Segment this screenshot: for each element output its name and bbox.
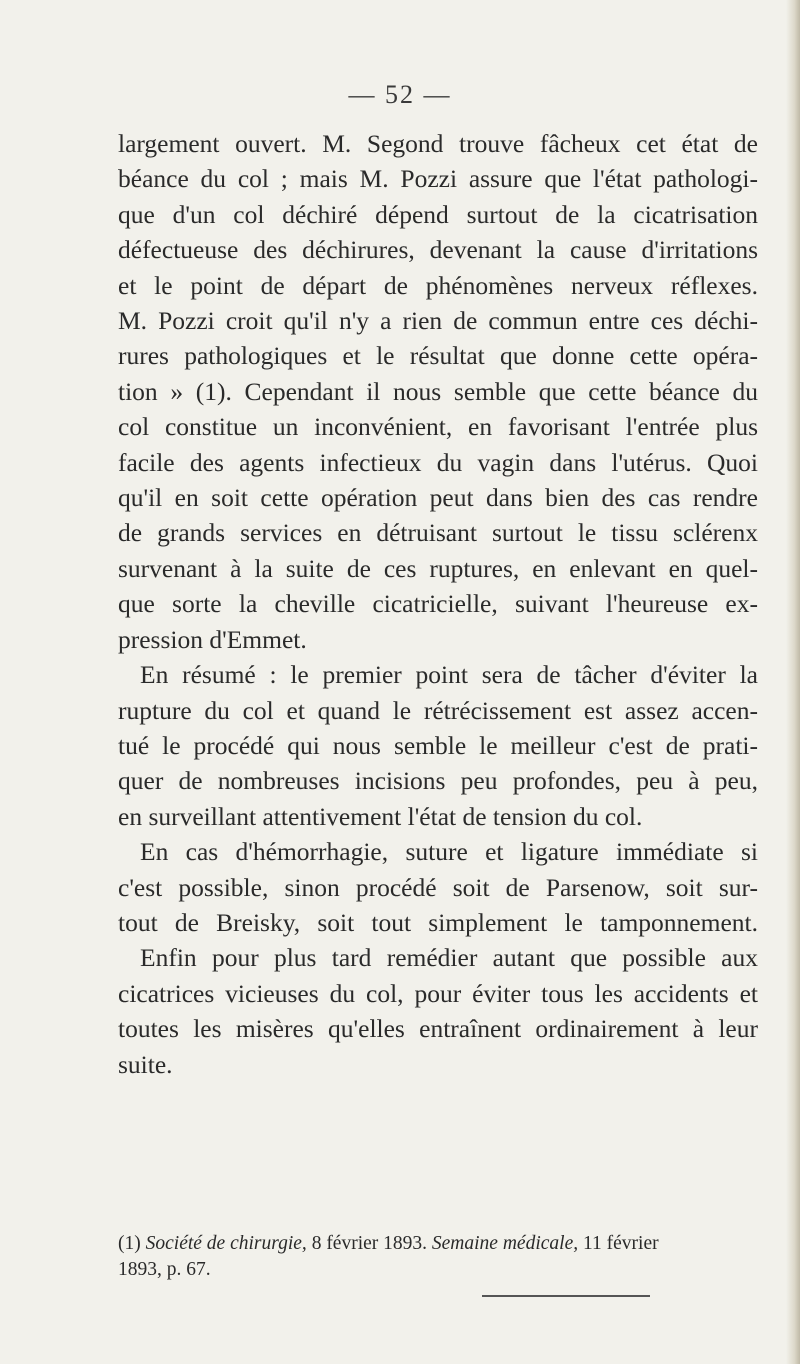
text-line: En résumé : le premier point sera de tâcher d'éviter la — [140, 660, 758, 690]
text-line: tué le procédé qui nous semble le meilleur c'est de prati- — [118, 730, 758, 760]
page-number: — 52 — — [348, 80, 452, 109]
text-line: Enfin pour plus tard remédier autant que possible aux — [140, 943, 758, 973]
text-line: que d'un col déchiré dépend surtout de la cicatrisation — [118, 199, 758, 229]
text-line: survenant à la suite de ces ruptures, en enlevant en quel- — [118, 553, 758, 583]
footnote-source: Société de chirurgie, — [145, 1233, 307, 1254]
text-line: de grands services en détruisant surtout le tissu sclérenx — [118, 518, 758, 548]
main-text — [118, 126, 758, 1082]
text-line: toutes les misères qu'elles entraînent ordinairement à leur — [118, 1014, 758, 1044]
page-edge-shadow — [786, 0, 800, 1364]
footnote-marker: (1) — [118, 1233, 141, 1254]
footnote-source: Semaine médicale, — [431, 1233, 579, 1254]
text-line: que sorte la cheville cicatricielle, suivant l'heureuse ex- — [118, 589, 758, 619]
footnote — [118, 1231, 758, 1283]
text-line: largement ouvert. M. Segond trouve fâcheux cet état de — [118, 129, 758, 158]
text-line: qu'il en soit cette opération peut dans bien des cas rendre — [118, 483, 758, 513]
text-line: cicatrices vicieuses du col, pour éviter tous les accidents et — [118, 978, 758, 1008]
text-line: et le point de départ de phénomènes nerveux réflexes. — [118, 270, 758, 300]
text-line: rures pathologiques et le résultat que donne cette opéra- — [118, 341, 758, 371]
text-line: pression d'Emmet. — [118, 624, 307, 654]
closing-rule — [482, 1295, 650, 1297]
footnote-line: 1893, p. 67. — [118, 1259, 211, 1280]
text-line: tion » (1). Cependant il nous semble que cette béance du — [118, 376, 758, 406]
text-line: col constitue un inconvénient, en favorisant l'entrée plus — [118, 412, 758, 442]
text-line: quer de nombreuses incisions peu profondes, peu à peu, — [118, 766, 758, 796]
text-line: facile des agents infectieux du vagin dans l'utérus. Quoi — [118, 447, 758, 477]
text-line: en surveillant attentivement l'état de tension du col. — [118, 801, 643, 831]
footnote-line — [118, 1231, 758, 1257]
text-line: M. Pozzi croit qu'il n'y a rien de commun entre ces déchi- — [118, 306, 758, 336]
footnote-date: 8 février 1893. — [306, 1233, 432, 1254]
text-line: suite. — [118, 1049, 173, 1079]
text-line: béance du col ; mais M. Pozzi assure que l'état pathologi- — [118, 164, 758, 194]
footnote-date: 11 février — [578, 1233, 659, 1254]
text-line: c'est possible, sinon procédé soit de Parsenow, soit sur- — [118, 872, 758, 902]
text-line: En cas d'hémorrhagie, suture et ligature immédiate si — [140, 837, 758, 867]
text-line: tout de Breisky, soit tout simplement le tamponnement. — [118, 907, 758, 937]
text-line: rupture du col et quand le rétrécissement est assez accen- — [118, 695, 758, 725]
text-line: défectueuse des déchirures, devenant la cause d'irritations — [118, 235, 758, 265]
